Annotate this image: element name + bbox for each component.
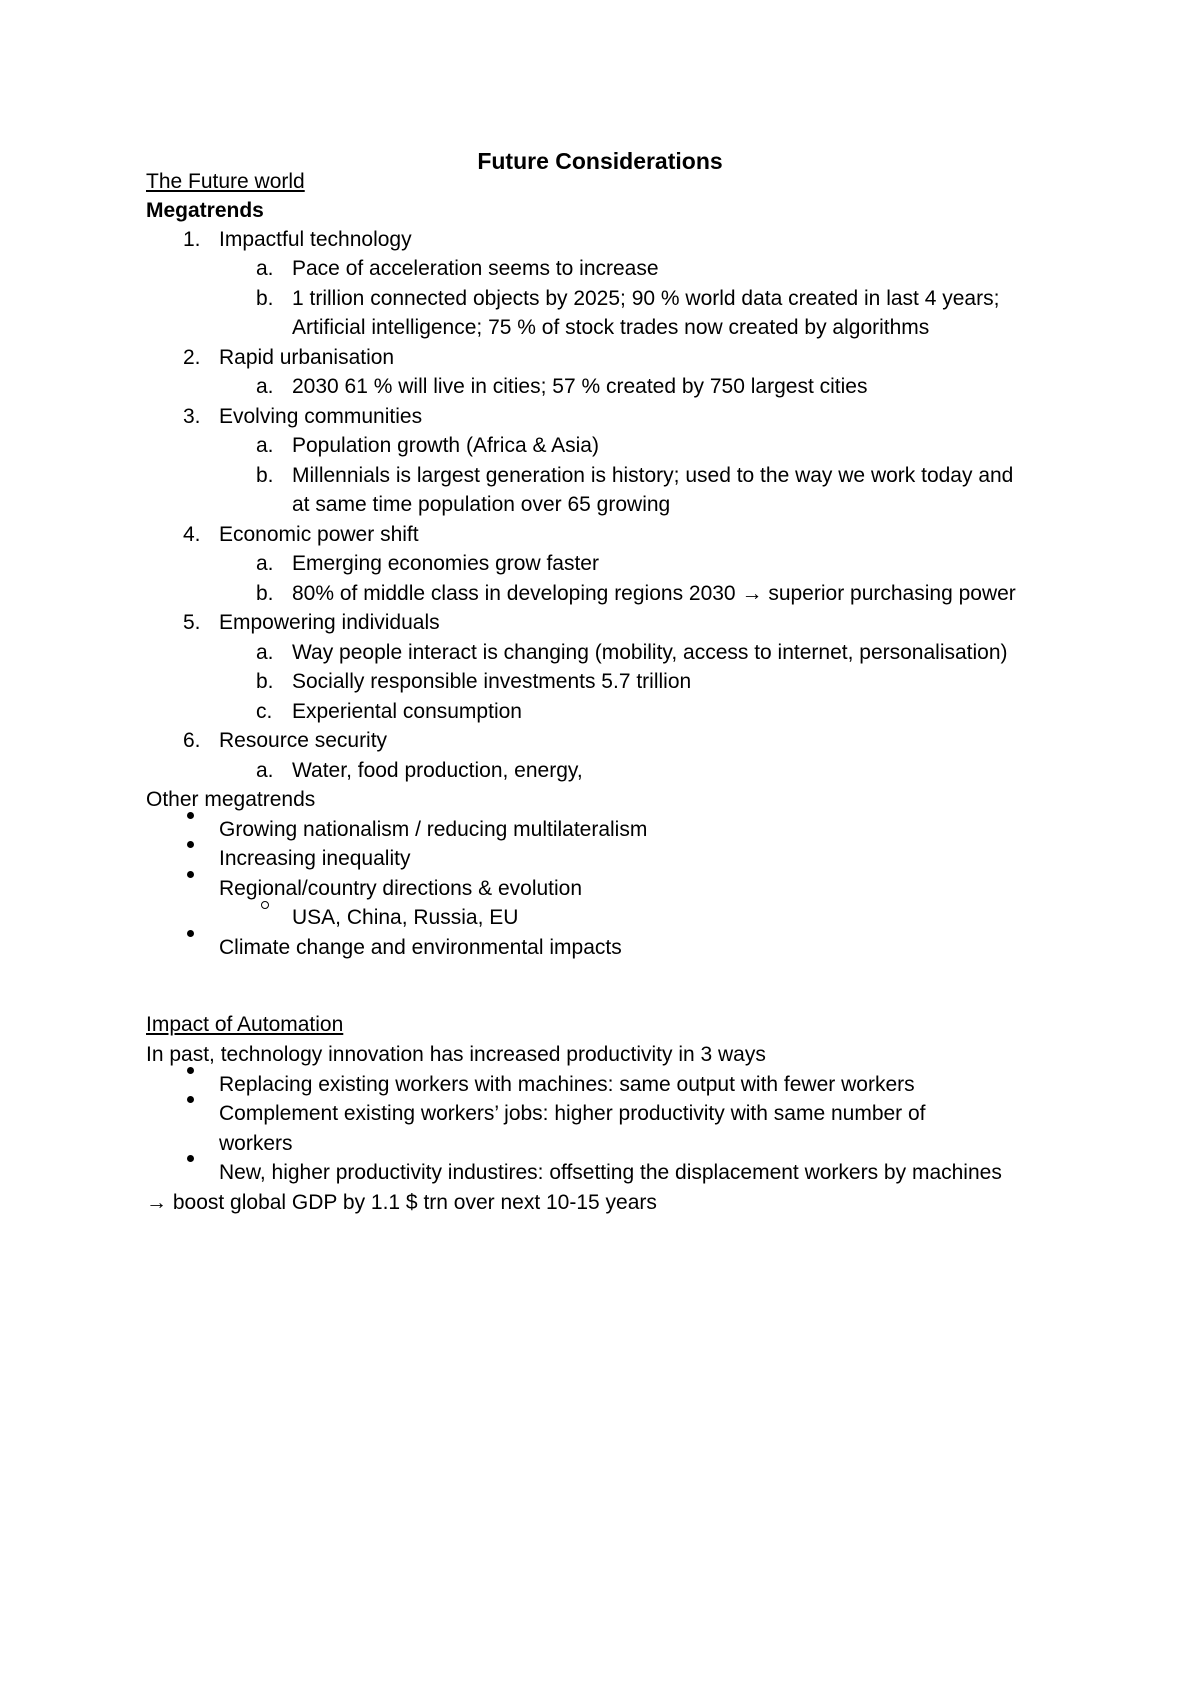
sub-item: Water, food production, energy, xyxy=(292,759,583,782)
sub-item: Population growth (Africa & Asia) xyxy=(292,434,599,457)
section-heading-future-world: The Future world xyxy=(146,170,305,193)
list-number: 3. xyxy=(183,405,201,428)
circle-bullet-icon xyxy=(261,901,269,909)
list-letter: a. xyxy=(256,257,274,280)
megatrend-item: Economic power shift xyxy=(219,523,419,546)
list-letter: c. xyxy=(256,700,273,723)
bullet-icon xyxy=(187,841,194,848)
bullet-icon xyxy=(187,812,194,819)
megatrend-item: Impactful technology xyxy=(219,228,412,251)
sub-bullet-item: USA, China, Russia, EU xyxy=(292,906,519,929)
sub-item-text: superior purchasing power xyxy=(768,582,1016,605)
list-letter: a. xyxy=(256,641,274,664)
bullet-item-continuation: workers xyxy=(219,1132,293,1155)
bullet-icon xyxy=(187,930,194,937)
bullet-icon xyxy=(187,1096,194,1103)
list-letter: a. xyxy=(256,552,274,575)
megatrend-item: Empowering individuals xyxy=(219,611,440,634)
subheading-other-megatrends: Other megatrends xyxy=(146,788,316,811)
bullet-icon xyxy=(187,871,194,878)
arrow-right-icon: → xyxy=(741,582,763,605)
sub-item-continuation: at same time population over 65 growing xyxy=(292,493,671,516)
sub-item-text: 80% of middle class in developing regions 2030 xyxy=(292,582,736,605)
sub-item: Pace of acceleration seems to increase xyxy=(292,257,659,280)
list-letter: a. xyxy=(256,434,274,457)
conclusion-text: boost global GDP by 1.1 $ trn over next 10-15 years xyxy=(172,1191,657,1214)
list-number: 1. xyxy=(183,228,201,251)
sub-item: 1 trillion connected objects by 2025; 90 % world data created in last 4 years; xyxy=(292,287,1000,310)
list-number: 4. xyxy=(183,523,201,546)
bullet-item: Increasing inequality xyxy=(219,847,411,870)
sub-item-continuation: Artificial intelligence; 75 % of stock trades now created by algorithms xyxy=(292,316,930,339)
sub-item: Socially responsible investments 5.7 trillion xyxy=(292,670,692,693)
sub-item: Way people interact is changing (mobility, access to internet, personalisation) xyxy=(292,641,1008,664)
list-number: 6. xyxy=(183,729,201,752)
subheading-megatrends: Megatrends xyxy=(146,199,264,222)
bullet-item: Replacing existing workers with machines: same output with fewer workers xyxy=(219,1073,915,1096)
intro-text: In past, technology innovation has increased productivity in 3 ways xyxy=(146,1043,766,1066)
sub-item: Millennials is largest generation is history; used to the way we work today and xyxy=(292,464,1014,487)
megatrend-item: Evolving communities xyxy=(219,405,423,428)
section-heading-automation: Impact of Automation xyxy=(146,1013,344,1036)
list-number: 5. xyxy=(183,611,201,634)
list-letter: a. xyxy=(256,375,274,398)
bullet-item: Growing nationalism / reducing multilateralism xyxy=(219,818,648,841)
sub-item: Emerging economies grow faster xyxy=(292,552,599,575)
list-number: 2. xyxy=(183,346,201,369)
list-letter: b. xyxy=(256,464,274,487)
bullet-item: Climate change and environmental impacts xyxy=(219,936,622,959)
list-letter: b. xyxy=(256,582,274,605)
list-letter: a. xyxy=(256,759,274,782)
list-letter: b. xyxy=(256,287,274,310)
conclusion-line xyxy=(146,1189,657,1217)
bullet-icon xyxy=(187,1155,194,1162)
bullet-item: Complement existing workers’ jobs: higher productivity with same number of xyxy=(219,1102,926,1125)
bullet-item: New, higher productivity industires: offsetting the displacement workers by machines xyxy=(219,1161,1002,1184)
page-title: Future Considerations xyxy=(477,148,723,174)
bullet-icon xyxy=(187,1067,194,1074)
megatrend-item: Rapid urbanisation xyxy=(219,346,395,369)
arrow-right-icon: → xyxy=(146,1191,167,1214)
megatrend-item: Resource security xyxy=(219,729,388,752)
bullet-item: Regional/country directions & evolution xyxy=(219,877,583,900)
sub-item xyxy=(292,580,1016,608)
sub-item: Experiental consumption xyxy=(292,700,522,723)
sub-item: 2030 61 % will live in cities; 57 % created by 750 largest cities xyxy=(292,375,868,398)
list-letter: b. xyxy=(256,670,274,693)
